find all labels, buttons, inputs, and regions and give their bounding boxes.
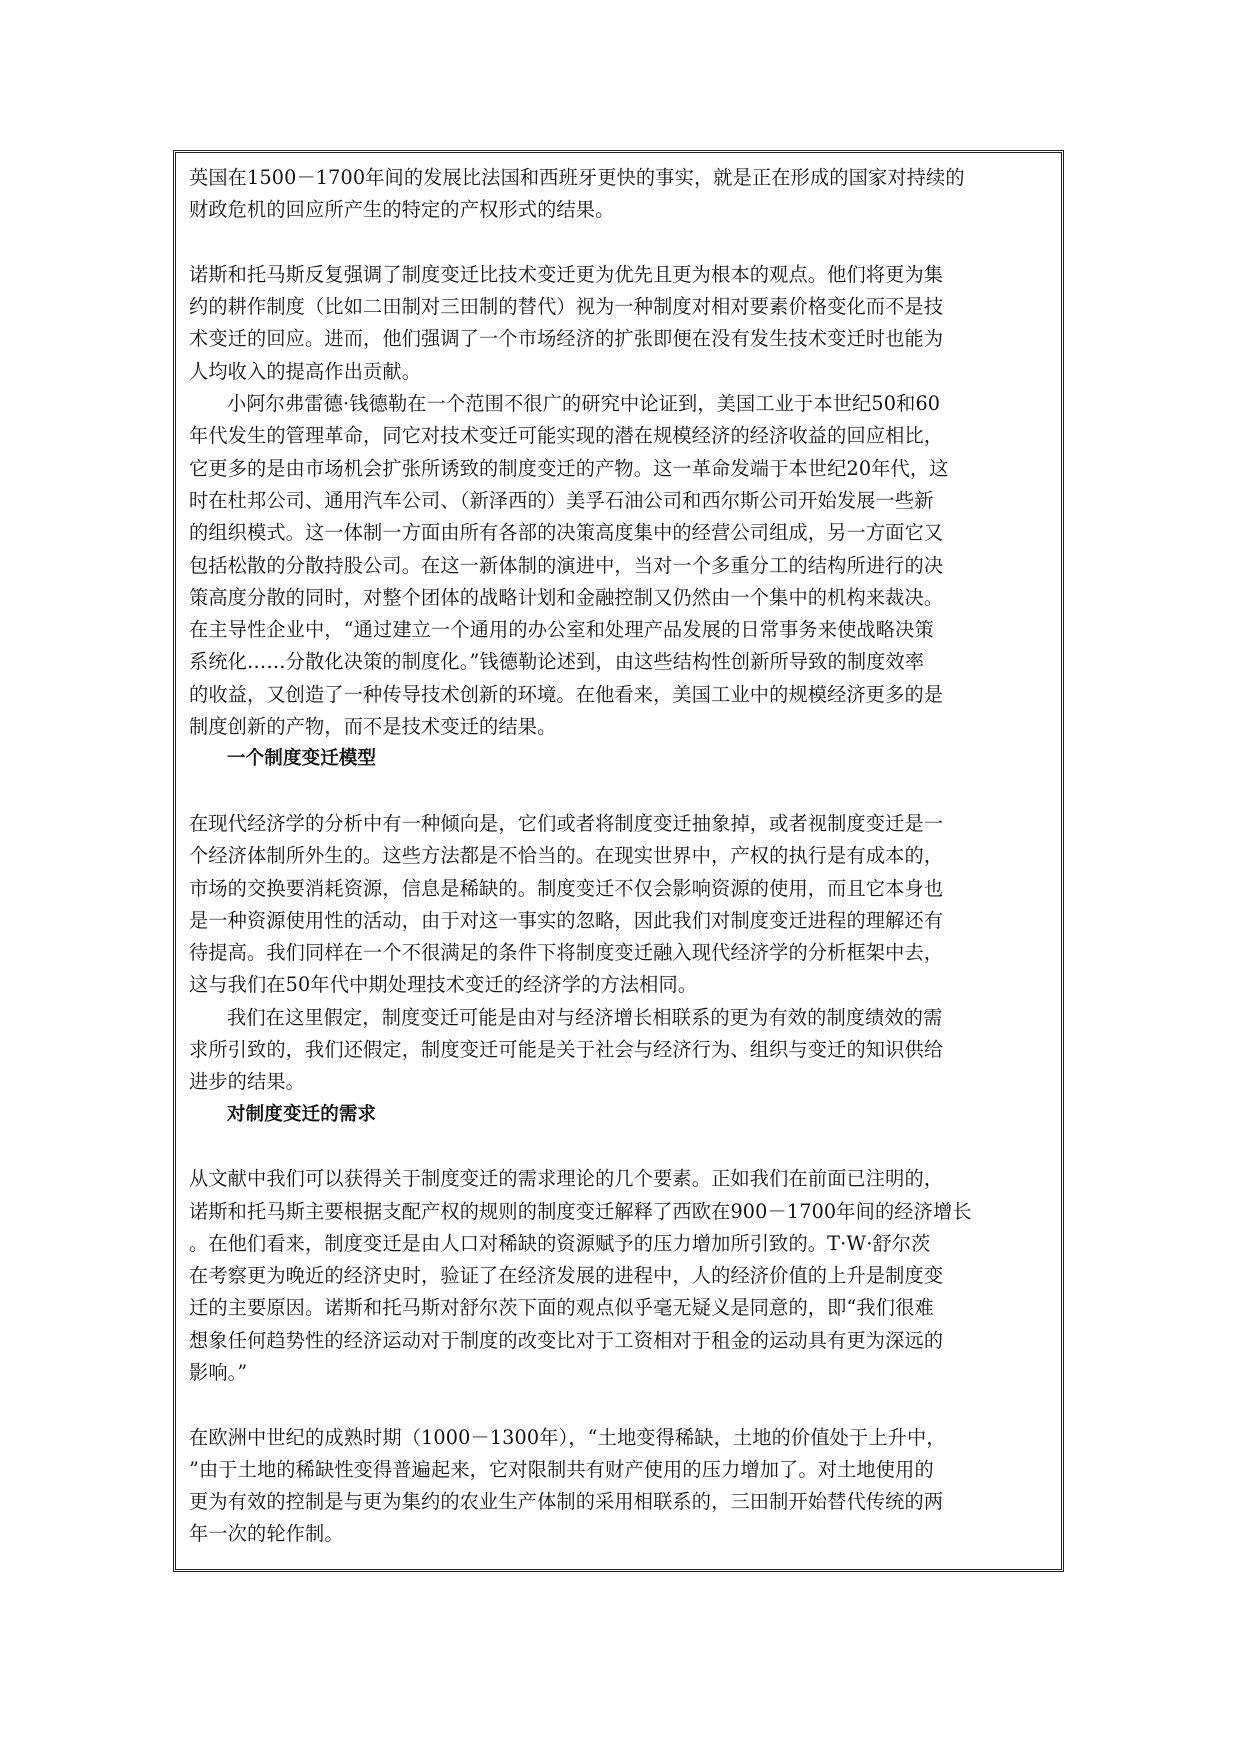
text-line: 的组织模式。这一体制一方面由所有各部的决策高度集中的经营公司组成，另一方面它又	[189, 521, 944, 545]
text-line: 包括松散的分散持股公司。在这一新体制的演进中，当对一个多重分工的结构所进行的决	[189, 553, 944, 577]
text-line: 它更多的是由市场机会扩张所诱致的制度变迁的产物。这一革命发端于本世纪20年代，这	[189, 456, 949, 480]
text-line: 财政危机的回应所产生的特定的产权形式的结果。	[189, 198, 615, 222]
section-heading: 对制度变迁的需求	[227, 1103, 377, 1125]
text-line: 年一次的轮作制。	[189, 1522, 344, 1546]
text-line: 在现代经济学的分析中有一种倾向是，它们或者将制度变迁抽象掉，或者视制度变迁是一	[189, 811, 944, 835]
text-line: 时在杜邦公司、通用汽车公司、（新泽西的）美孚石油公司和西尔斯公司开始发展一些新	[189, 488, 934, 512]
text-line: 在主导性企业中，“通过建立一个通用的办公室和处理产品发展的日常事务来使战略决策	[189, 618, 934, 642]
text-line: 年代发生的管理革命，同它对技术变迁可能实现的潜在规模经济的经济收益的回应相比，	[189, 424, 944, 448]
document-body	[189, 162, 1049, 1551]
section-heading: 一个制度变迁模型	[227, 748, 377, 770]
text-line: 更为有效的控制是与更为集约的农业生产体制的采用相联系的，三田制开始替代传统的两	[189, 1490, 944, 1514]
text-line: 术变迁的回应。进而，他们强调了一个市场经济的扩张即便在没有发生技术变迁时也能为	[189, 327, 944, 351]
blank-line	[189, 1131, 1049, 1163]
blank-line	[189, 227, 1049, 259]
text-line: 迁的主要原因。诺斯和托马斯对舒尔茨下面的观点似乎毫无疑义是同意的，即“我们很难	[189, 1296, 934, 1320]
text-line: 市场的交换要消耗资源，信息是稀缺的。制度变迁不仅会影响资源的使用，而且它本身也	[189, 876, 944, 900]
text-line: 诺斯和托马斯反复强调了制度变迁比技术变迁更为优先且更为根本的观点。他们将更为集	[189, 262, 944, 286]
paragraph-first-line: 我们在这里假定，制度变迁可能是由对与经济增长相联系的更为有效的制度绩效的需	[227, 1005, 943, 1029]
text-line: 在考察更为晚近的经济史时，验证了在经济发展的进程中，人的经济价值的上升是制度变	[189, 1264, 944, 1288]
text-line: 约的耕作制度（比如二田制对三田制的替代）视为一种制度对相对要素价格变化而不是技	[189, 295, 944, 319]
blank-line	[189, 1389, 1049, 1421]
text-line: 个经济体制所外生的。这些方法都是不恰当的。在现实世界中，产权的执行是有成本的，	[189, 844, 944, 868]
text-line: 英国在1500－1700年间的发展比法国和西班牙更快的事实，就是正在形成的国家对持续的	[189, 166, 965, 189]
text-line: 这与我们在50年代中期处理技术变迁的经济学的方法相同。	[189, 973, 698, 997]
text-line: 进步的结果。	[189, 1070, 306, 1094]
paragraph-first-line: 小阿尔弗雷德·钱德勒在一个范围不很广的研究中论证到，美国工业于本世纪50和60	[227, 392, 941, 416]
text-line: 影响。”	[189, 1360, 248, 1384]
text-line: 在欧洲中世纪的成熟时期（1000－1300年），“土地变得稀缺，土地的价值处于上升中，	[189, 1425, 946, 1449]
text-line: 策高度分散的同时，对整个团体的战略计划和金融控制又仍然由一个集中的机构来裁决。	[189, 585, 944, 609]
blank-line	[189, 776, 1049, 808]
text-line: ”由于土地的稀缺性变得普遍起来，它对限制共有财产使用的压力增加了。对土地使用的	[189, 1457, 934, 1481]
text-line: 从文献中我们可以获得关于制度变迁的需求理论的几个要素。正如我们在前面已注明的，	[189, 1167, 944, 1191]
text-line: 人均收入的提高作出贡献。	[189, 359, 422, 383]
text-line: 的收益，又创造了一种传导技术创新的环境。在他看来，美国工业中的规模经济更多的是	[189, 682, 944, 706]
text-line: 制度创新的产物，而不是技术变迁的结果。	[189, 715, 557, 739]
text-line: 诺斯和托马斯主要根据支配产权的规则的制度变迁解释了西欧在900－1700年间的经济增长	[189, 1199, 972, 1223]
text-line: 系统化……分散化决策的制度化。”钱德勒论述到，由这些结构性创新所导致的制度效率	[189, 650, 925, 674]
text-line: 求所引致的，我们还假定，制度变迁可能是关于社会与经济行为、组织与变迁的知识供给	[189, 1038, 944, 1062]
text-line: 。在他们看来，制度变迁是由人口对稀缺的资源赋予的压力增加所引致的。T·W·舒尔茨	[189, 1231, 931, 1255]
text-line: 想象任何趋势性的经济运动对于制度的改变比对于工资相对于租金的运动具有更为深远的	[189, 1328, 944, 1352]
text-line: 待提高。我们同样在一个不很满足的条件下将制度变迁融入现代经济学的分析框架中去，	[189, 941, 944, 965]
text-line: 是一种资源使用性的活动，由于对这一事实的忽略，因此我们对制度变迁进程的理解还有	[189, 908, 944, 932]
